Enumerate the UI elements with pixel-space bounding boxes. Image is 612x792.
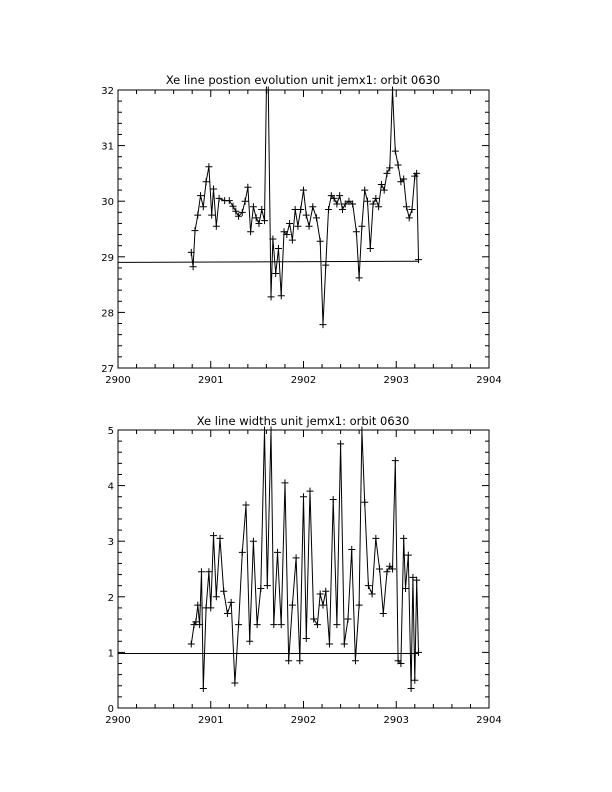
width-data-point [231, 679, 238, 686]
width-y-tick-label: 0 [107, 704, 114, 715]
width-data-point [285, 657, 292, 664]
position-axis-ticks [101, 86, 501, 386]
width-data-point [400, 535, 407, 542]
width-data-point [405, 552, 412, 559]
position-y-tick-label: 28 [101, 308, 114, 320]
position-plot-frame [118, 90, 489, 368]
width-data-point [341, 641, 348, 648]
width-data-point [224, 610, 231, 617]
width-data-point [246, 638, 253, 645]
width-x-tick-label: 2901 [198, 715, 224, 726]
position-data-point [190, 263, 197, 270]
width-data-point [314, 621, 321, 628]
width-data-point [337, 440, 344, 447]
width-data-point [239, 549, 246, 556]
width-series [188, 427, 422, 693]
position-data-point [226, 197, 233, 204]
width-data-point [365, 582, 372, 589]
width-data-point [348, 546, 355, 553]
width-data-point [254, 621, 261, 628]
width-data-point [257, 585, 264, 592]
position-data-point [289, 237, 296, 244]
width-data-point [376, 566, 383, 573]
position-data-point [297, 206, 304, 213]
position-data-point [250, 203, 257, 210]
width-y-tick-label: 4 [107, 481, 114, 493]
position-data-point [356, 274, 363, 281]
position-series [188, 87, 422, 329]
width-y-tick-label: 5 [107, 426, 114, 437]
width-data-point [188, 641, 195, 648]
position-data-point [242, 198, 249, 205]
position-data-point [406, 214, 413, 221]
width-series-line [191, 430, 418, 689]
position-y-tick-label: 32 [101, 86, 114, 97]
width-data-point [326, 641, 333, 648]
position-data-point [191, 227, 198, 234]
width-data-point [306, 488, 313, 495]
width-data-point [356, 602, 363, 609]
width-y-tick-label: 2 [107, 592, 114, 604]
position-data-point [358, 223, 365, 230]
width-data-point [333, 621, 340, 628]
width-x-tick-label: 2903 [383, 715, 409, 726]
width-data-point [235, 621, 242, 628]
position-chart-title: Xe line postion evolution unit jemx1: orbit 0630 [165, 73, 441, 87]
position-x-tick-label: 2903 [383, 375, 409, 386]
width-data-point [220, 588, 227, 595]
position-data-point [200, 203, 207, 210]
width-axis-ticks [105, 426, 501, 726]
position-chart [101, 73, 501, 386]
position-data-point [392, 148, 399, 155]
position-data-point [210, 185, 217, 192]
position-data-point [205, 163, 212, 170]
position-data-point [306, 223, 313, 230]
position-data-point [286, 220, 293, 227]
position-data-point [367, 245, 374, 252]
width-chart-title: Xe line widths unit jemx1: orbit 0630 [196, 414, 410, 428]
position-data-point [203, 178, 210, 185]
position-data-point [213, 223, 220, 230]
width-data-point [392, 457, 399, 464]
position-data-point [300, 187, 307, 194]
width-data-point [345, 616, 352, 623]
position-data-point [319, 321, 326, 328]
width-x-tick-label: 2904 [476, 715, 502, 726]
width-y-tick-label: 1 [107, 648, 114, 660]
width-data-point [274, 549, 281, 556]
width-data-point [198, 568, 205, 575]
width-data-point [228, 599, 235, 606]
width-data-point [217, 535, 224, 542]
position-data-point [395, 162, 402, 169]
width-chart [105, 414, 501, 726]
width-data-point [361, 499, 368, 506]
width-data-point [352, 657, 359, 664]
width-y-tick-label: 3 [107, 537, 114, 549]
width-data-point [408, 685, 415, 692]
position-data-point [194, 212, 201, 219]
width-data-point [296, 657, 303, 664]
position-data-point [322, 262, 329, 269]
position-data-point [361, 187, 368, 194]
position-series-line [191, 90, 418, 325]
position-data-point [272, 270, 279, 277]
position-y-tick-label: 27 [101, 364, 114, 375]
position-x-tick-label: 2904 [476, 375, 502, 386]
width-data-point [310, 616, 317, 623]
position-x-tick-label: 2900 [105, 375, 131, 386]
width-data-point [200, 685, 207, 692]
width-data-point [289, 602, 296, 609]
position-data-point [244, 184, 251, 191]
width-data-point [281, 479, 288, 486]
position-data-point [325, 206, 332, 213]
position-y-tick-label: 31 [101, 141, 114, 153]
width-data-point [411, 677, 418, 684]
width-data-point [210, 532, 217, 539]
width-data-point [242, 502, 249, 509]
position-data-point [389, 87, 396, 94]
width-data-point [330, 496, 337, 503]
position-reference-line [118, 261, 419, 262]
position-data-point [278, 292, 285, 299]
position-data-point [294, 223, 301, 230]
position-data-point [208, 212, 215, 219]
position-data-point [303, 212, 310, 219]
width-data-point [278, 621, 285, 628]
position-data-point [415, 256, 422, 263]
width-x-tick-label: 2902 [290, 715, 317, 726]
width-data-point [270, 621, 277, 628]
position-data-point [247, 228, 254, 235]
width-data-point [207, 604, 214, 611]
position-reference-line-path [118, 261, 419, 262]
position-y-tick-label: 29 [101, 252, 114, 264]
width-data-point [213, 593, 220, 600]
position-data-point [268, 293, 275, 300]
width-data-point [293, 554, 300, 561]
position-data-point [275, 245, 282, 252]
position-x-tick-label: 2901 [198, 375, 224, 386]
position-data-point [353, 228, 360, 235]
width-plot-frame [118, 430, 489, 708]
position-data-point [317, 238, 324, 245]
width-data-point [205, 568, 212, 575]
width-data-point [303, 635, 310, 642]
width-data-point [250, 538, 257, 545]
position-data-point [309, 203, 316, 210]
width-x-tick-label: 2900 [105, 715, 131, 726]
position-data-point [313, 214, 320, 221]
width-data-point [415, 649, 422, 656]
position-data-point [265, 87, 272, 94]
position-y-tick-label: 30 [101, 197, 114, 209]
width-data-point [380, 610, 387, 617]
position-data-point [197, 192, 204, 199]
width-data-point [372, 535, 379, 542]
width-data-point [264, 582, 271, 589]
position-x-tick-label: 2902 [290, 375, 317, 386]
width-data-point [319, 602, 326, 609]
width-data-point [369, 591, 376, 598]
width-data-point [300, 493, 307, 500]
